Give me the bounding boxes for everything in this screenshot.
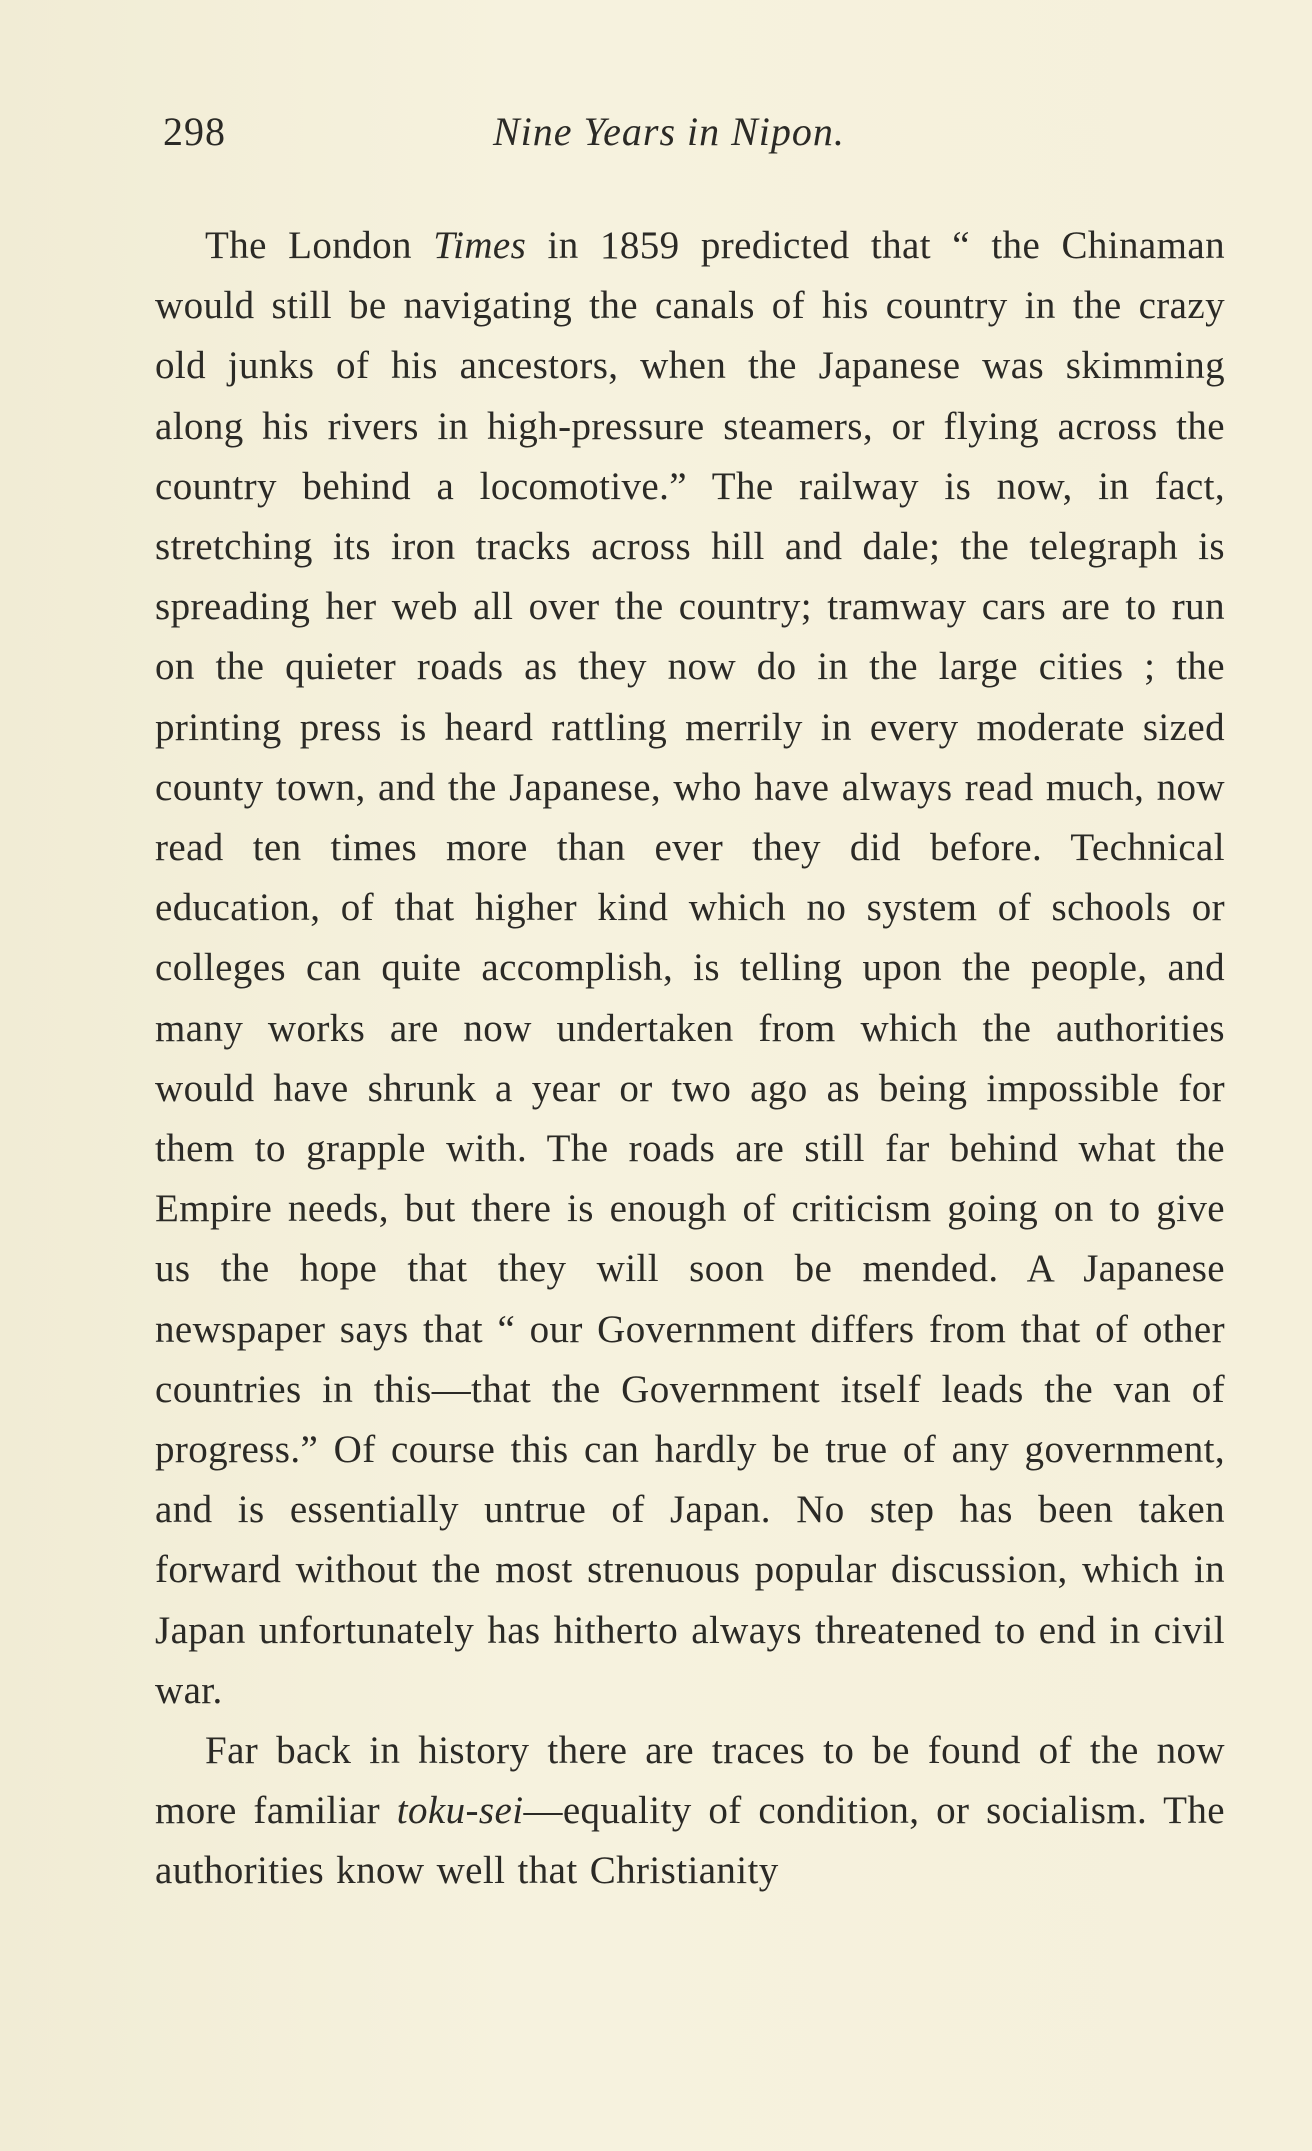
paragraph-1-italic-title: Times — [433, 224, 527, 267]
page-number: 298 — [163, 109, 226, 154]
running-head — [163, 108, 1223, 168]
paragraph-1-segment: The London — [205, 224, 434, 267]
body-text — [155, 216, 1225, 1902]
running-title: Nine Years in Nipon. — [493, 109, 845, 154]
paragraph-2-segment: Far back in history there are traces to be found of the now more familiar — [155, 1729, 1225, 1833]
paragraph-2-italic-term: toku-sei — [396, 1789, 524, 1833]
paragraph-2-segment: —equality of condition, or socialism. The authorities know well that Christianity — [155, 1789, 1226, 1893]
paragraph-2 — [155, 1721, 1225, 1902]
paragraph-1-segment: in 1859 predicted that “ the Chinaman would still be navigating the canals of his country in the crazy old junks of his ancestors, when the Japanese was skimming along his rivers in high-pressure steamers, or flying across the country behind a locomotive.” The railway is now, in fact, stretching its iron tracks across hill and dale; the telegraph is spreading her web all over the country; tramway cars are to run on the quieter roads as they now do in the large cities ; the printing press is heard rattling merrily in every moderate sized county town, and the Japanese, who have always read much, now read ten times more than ever they did before. Technical education, of that higher kind which no system of schools or colleges can quite accomplish, is telling upon the people, and many works are now undertaken from which the authorities would have shrunk a year or two ago as being impossible for them to grapple with. The roads are still far behind what the Empire needs, but there is enough of criticism going on to give us the hope that they will soon be mended. A Japanese newspaper says that “ our Government differs from that of other countries in this—that the Government itself leads the van of progress.” Of course this can hardly be true of any government, and is essentially untrue of Japan. No step has been taken forward without the most strenuous popular discussion, which in Japan unfortunately has hitherto always threatened to end in civil war. — [155, 224, 1225, 1712]
paragraph-1 — [155, 216, 1225, 1721]
